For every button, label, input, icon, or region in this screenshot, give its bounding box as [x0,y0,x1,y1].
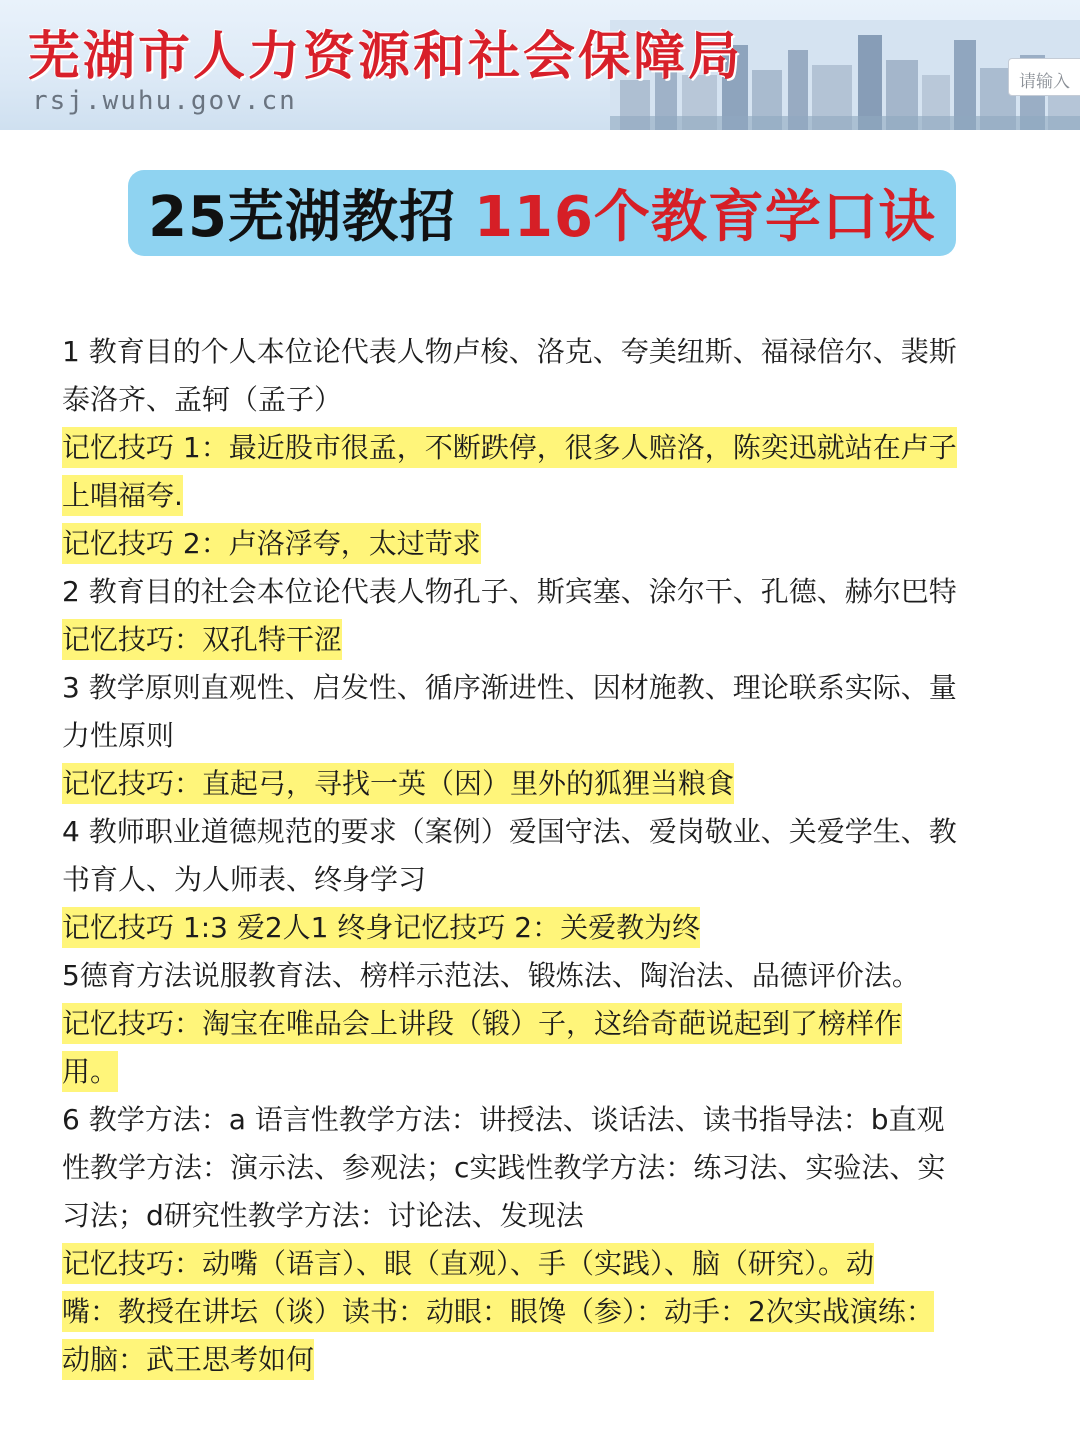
line-text: 记忆技巧：淘宝在唯品会上讲段（锻）子，这给奇葩说起到了榜样作 [62,1003,902,1044]
memory-tip-line [62,1288,1022,1336]
site-header [0,0,1080,130]
memory-tip-line [62,616,1022,664]
line-text: 记忆技巧 2：卢洛浮夸，太过苛求 [62,523,481,564]
memory-tip-line [62,472,1022,520]
text-line [62,376,1022,424]
memory-tip-line [62,1000,1022,1048]
text-line [62,1192,1022,1240]
title-highlight: 116个教育学口诀 [474,185,936,250]
line-text: 动脑：武王思考如何 [62,1339,314,1380]
line-text: 泰洛齐、孟轲（孟子） [62,383,343,416]
text-line [62,1096,1022,1144]
line-text: 6 教学方法：a 语言性教学方法：讲授法、谈话法、读书指导法：b直观 [62,1103,945,1136]
text-line [62,328,1022,376]
text-line [62,568,1022,616]
text-line [62,856,1022,904]
line-text: 1 教育目的个人本位论代表人物卢梭、洛克、夸美纽斯、福禄倍尔、裴斯 [62,335,957,368]
memory-tip-line [62,904,1022,952]
memory-tip-line [62,1336,1022,1384]
line-text: 书育人、为人师表、终身学习 [62,863,427,896]
text-line [62,664,1022,712]
line-text: 习法；d研究性教学方法：讨论法、发现法 [62,1199,584,1232]
memory-tip-line [62,1240,1022,1288]
site-title: 芜湖市人力资源和社会保障局 [28,27,744,87]
line-text: 上唱福夸. [62,475,183,516]
line-text: 嘴：教授在讲坛（谈）读书：动眼：眼馋（参）：动手：2次实战演练： [62,1291,934,1332]
site-url: rsj.wuhu.gov.cn [32,86,297,116]
search-input[interactable]: 请输入 [1008,58,1080,96]
line-text: 记忆技巧 1：最近股市很孟，不断跌停，很多人赔洛，陈奕迅就站在卢子 [62,427,957,468]
text-line [62,1144,1022,1192]
line-text: 2 教育目的社会本位论代表人物孔子、斯宾塞、涂尔干、孔德、赫尔巴特 [62,575,957,608]
line-text: 4 教师职业道德规范的要求（案例）爱国守法、爱岗敬业、关爱学生、教 [62,815,957,848]
memory-tip-line [62,424,1022,472]
text-line [62,952,1022,1000]
line-text: 记忆技巧：双孔特干涩 [62,619,342,660]
text-line [62,712,1022,760]
line-text: 力性原则 [62,719,175,752]
line-text: 用。 [62,1051,118,1092]
title-banner [128,170,956,256]
memory-tip-line [62,1048,1022,1096]
line-text: 记忆技巧：直起弓，寻找一英（因）里外的狐狸当粮食 [62,763,734,804]
memory-tip-line [62,520,1022,568]
line-text: 5德育方法说服教育法、榜样示范法、锻炼法、陶治法、品德评价法。 [62,959,920,992]
line-text: 3 教学原则直观性、启发性、循序渐进性、因材施教、理论联系实际、量 [62,671,957,704]
article-body [62,328,1022,1384]
memory-tip-line [62,760,1022,808]
text-line [62,808,1022,856]
title-prefix: 25芜湖教招 [148,185,457,250]
line-text: 性教学方法：演示法、参观法；c实践性教学方法：练习法、实验法、实 [62,1151,946,1184]
line-text: 记忆技巧 1:3 爱2人1 终身记忆技巧 2：关爱教为终 [62,907,700,948]
line-text: 记忆技巧：动嘴（语言）、眼（直观）、手（实践）、脑（研究）。动 [62,1243,874,1284]
